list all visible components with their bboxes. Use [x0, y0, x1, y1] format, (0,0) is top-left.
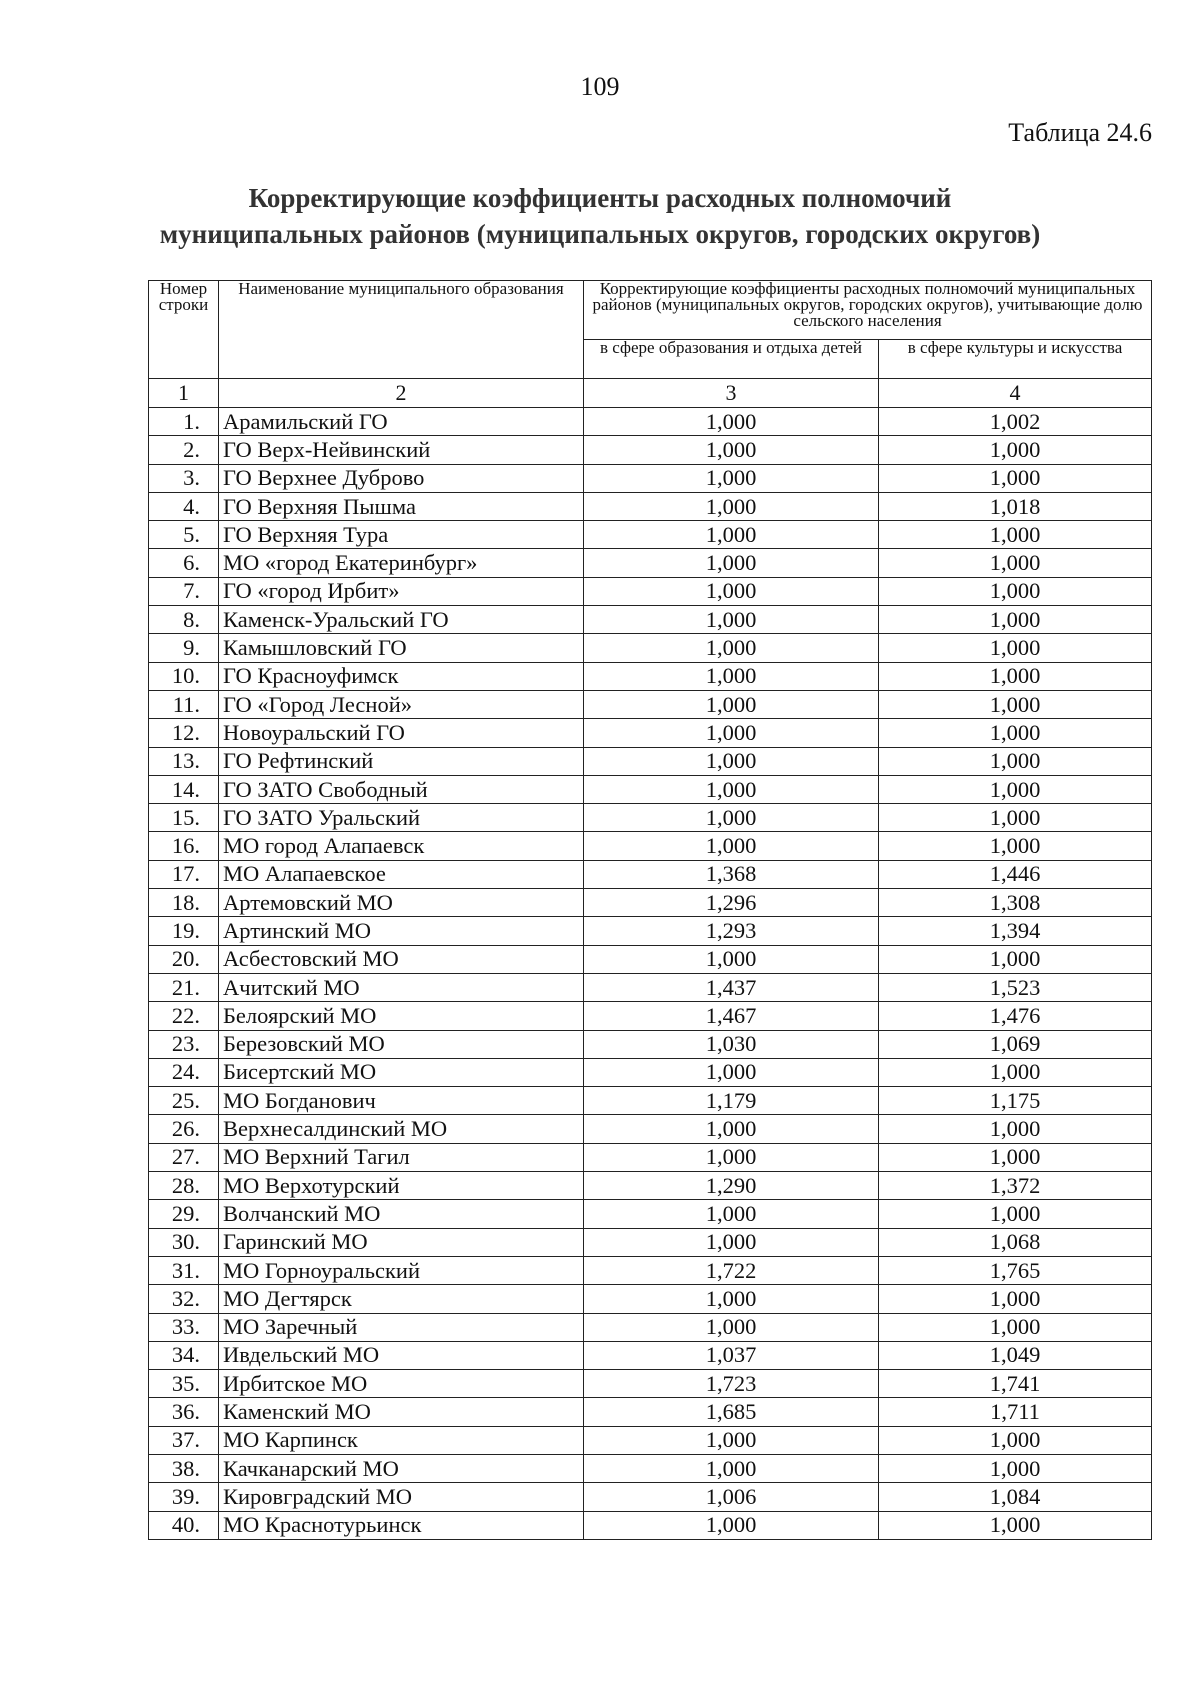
column-number: 3	[584, 379, 879, 408]
row-number-cell: 5.	[149, 521, 219, 549]
education-coefficient-cell: 1,030	[584, 1030, 879, 1058]
municipality-name-cell: МО Карпинск	[219, 1426, 584, 1454]
culture-coefficient-cell: 1,000	[879, 945, 1152, 973]
table-row	[149, 549, 1152, 577]
table-row	[149, 1228, 1152, 1256]
education-coefficient-cell: 1,037	[584, 1341, 879, 1369]
row-number-cell: 8.	[149, 606, 219, 634]
row-number-cell: 32.	[149, 1285, 219, 1313]
education-coefficient-cell: 1,000	[584, 1511, 879, 1539]
row-number-cell: 29.	[149, 1200, 219, 1228]
table-row	[149, 1002, 1152, 1030]
table-row	[149, 889, 1152, 917]
education-coefficient-cell: 1,000	[584, 1454, 879, 1482]
education-coefficient-cell: 1,368	[584, 860, 879, 888]
municipality-name-cell: Качканарский МО	[219, 1454, 584, 1482]
header-name: Наименование муниципального образования	[219, 281, 584, 379]
row-number-cell: 33.	[149, 1313, 219, 1341]
header-culture: в сфере культуры и искусства	[879, 340, 1152, 379]
culture-coefficient-cell: 1,000	[879, 1058, 1152, 1086]
table-row	[149, 747, 1152, 775]
table-row	[149, 1058, 1152, 1086]
culture-coefficient-cell: 1,000	[879, 832, 1152, 860]
row-number-cell: 1.	[149, 408, 219, 436]
education-coefficient-cell: 1,685	[584, 1398, 879, 1426]
row-number-cell: 13.	[149, 747, 219, 775]
culture-coefficient-cell: 1,000	[879, 1143, 1152, 1171]
education-coefficient-cell: 1,000	[584, 690, 879, 718]
culture-coefficient-cell: 1,069	[879, 1030, 1152, 1058]
education-coefficient-cell: 1,293	[584, 917, 879, 945]
culture-coefficient-cell: 1,000	[879, 804, 1152, 832]
table-row	[149, 492, 1152, 520]
table-row	[149, 832, 1152, 860]
municipality-name-cell: ГО Рефтинский	[219, 747, 584, 775]
municipality-name-cell: Каменский МО	[219, 1398, 584, 1426]
table-row	[149, 408, 1152, 436]
table-row	[149, 1285, 1152, 1313]
table-row	[149, 775, 1152, 803]
culture-coefficient-cell: 1,000	[879, 1285, 1152, 1313]
municipality-name-cell: ГО Верхнее Дуброво	[219, 464, 584, 492]
page-number: 109	[580, 72, 620, 101]
education-coefficient-cell: 1,000	[584, 1143, 879, 1171]
table-row	[149, 1483, 1152, 1511]
header-row-number: Номер строки	[149, 281, 219, 379]
education-coefficient-cell: 1,000	[584, 1115, 879, 1143]
education-coefficient-cell: 1,000	[584, 1285, 879, 1313]
municipality-name-cell: МО Заречный	[219, 1313, 584, 1341]
municipality-name-cell: Белоярский МО	[219, 1002, 584, 1030]
row-number-cell: 6.	[149, 549, 219, 577]
row-number-cell: 37.	[149, 1426, 219, 1454]
education-coefficient-cell: 1,000	[584, 1313, 879, 1341]
row-number-cell: 23.	[149, 1030, 219, 1058]
table-row	[149, 1200, 1152, 1228]
row-number-cell: 21.	[149, 973, 219, 1001]
education-coefficient-cell: 1,000	[584, 1426, 879, 1454]
education-coefficient-cell: 1,467	[584, 1002, 879, 1030]
row-number-cell: 34.	[149, 1341, 219, 1369]
column-number: 2	[219, 379, 584, 408]
header-education: в сфере образования и отдыха детей	[584, 340, 879, 379]
education-coefficient-cell: 1,000	[584, 775, 879, 803]
culture-coefficient-cell: 1,765	[879, 1256, 1152, 1284]
table-row	[149, 1087, 1152, 1115]
table-row	[149, 1313, 1152, 1341]
municipality-name-cell: МО Краснотурьинск	[219, 1511, 584, 1539]
culture-coefficient-cell: 1,175	[879, 1087, 1152, 1115]
culture-coefficient-cell: 1,308	[879, 889, 1152, 917]
culture-coefficient-cell: 1,049	[879, 1341, 1152, 1369]
column-number-row	[149, 379, 1152, 408]
education-coefficient-cell: 1,000	[584, 549, 879, 577]
table-row	[149, 1143, 1152, 1171]
education-coefficient-cell: 1,000	[584, 945, 879, 973]
municipality-name-cell: Ирбитское МО	[219, 1370, 584, 1398]
municipality-name-cell: Верхнесалдинский МО	[219, 1115, 584, 1143]
row-number-cell: 22.	[149, 1002, 219, 1030]
culture-coefficient-cell: 1,000	[879, 1426, 1152, 1454]
culture-coefficient-cell: 1,000	[879, 577, 1152, 605]
table-body	[149, 379, 1152, 1540]
row-number-cell: 31.	[149, 1256, 219, 1284]
table-row	[149, 860, 1152, 888]
education-coefficient-cell: 1,179	[584, 1087, 879, 1115]
municipality-name-cell: МО Алапаевское	[219, 860, 584, 888]
municipality-name-cell: Арамильский ГО	[219, 408, 584, 436]
row-number-cell: 10.	[149, 662, 219, 690]
table-row	[149, 1341, 1152, 1369]
municipality-name-cell: ГО Красноуфимск	[219, 662, 584, 690]
municipality-name-cell: Гаринский МО	[219, 1228, 584, 1256]
row-number-cell: 15.	[149, 804, 219, 832]
education-coefficient-cell: 1,000	[584, 606, 879, 634]
culture-coefficient-cell: 1,000	[879, 1115, 1152, 1143]
municipality-name-cell: ГО Верхняя Тура	[219, 521, 584, 549]
table-row	[149, 1454, 1152, 1482]
municipality-name-cell: Ачитский МО	[219, 973, 584, 1001]
education-coefficient-cell: 1,000	[584, 577, 879, 605]
row-number-cell: 17.	[149, 860, 219, 888]
table-row	[149, 917, 1152, 945]
table-row	[149, 973, 1152, 1001]
culture-coefficient-cell: 1,000	[879, 436, 1152, 464]
education-coefficient-cell: 1,000	[584, 747, 879, 775]
culture-coefficient-cell: 1,741	[879, 1370, 1152, 1398]
table-row	[149, 1172, 1152, 1200]
culture-coefficient-cell: 1,000	[879, 1511, 1152, 1539]
municipality-name-cell: Камышловский ГО	[219, 634, 584, 662]
row-number-cell: 36.	[149, 1398, 219, 1426]
culture-coefficient-cell: 1,394	[879, 917, 1152, 945]
education-coefficient-cell: 1,000	[584, 521, 879, 549]
culture-coefficient-cell: 1,000	[879, 1313, 1152, 1341]
row-number-cell: 35.	[149, 1370, 219, 1398]
education-coefficient-cell: 1,000	[584, 832, 879, 860]
document-title	[0, 180, 1200, 252]
table-label: Таблица 24.6	[1008, 118, 1152, 147]
row-number-cell: 38.	[149, 1454, 219, 1482]
culture-coefficient-cell: 1,000	[879, 747, 1152, 775]
municipality-name-cell: Волчанский МО	[219, 1200, 584, 1228]
education-coefficient-cell: 1,000	[584, 804, 879, 832]
culture-coefficient-cell: 1,084	[879, 1483, 1152, 1511]
municipality-name-cell: Асбестовский МО	[219, 945, 584, 973]
row-number-cell: 30.	[149, 1228, 219, 1256]
culture-coefficient-cell: 1,018	[879, 492, 1152, 520]
municipality-name-cell: Новоуральский ГО	[219, 719, 584, 747]
row-number-cell: 24.	[149, 1058, 219, 1086]
culture-coefficient-cell: 1,000	[879, 662, 1152, 690]
table-row	[149, 606, 1152, 634]
education-coefficient-cell: 1,006	[584, 1483, 879, 1511]
municipality-name-cell: Ивдельский МО	[219, 1341, 584, 1369]
table-row	[149, 1426, 1152, 1454]
culture-coefficient-cell: 1,372	[879, 1172, 1152, 1200]
culture-coefficient-cell: 1,000	[879, 634, 1152, 662]
culture-coefficient-cell: 1,000	[879, 606, 1152, 634]
row-number-cell: 4.	[149, 492, 219, 520]
row-number-cell: 39.	[149, 1483, 219, 1511]
municipality-name-cell: МО Горноуральский	[219, 1256, 584, 1284]
table-row	[149, 662, 1152, 690]
municipality-name-cell: ГО ЗАТО Уральский	[219, 804, 584, 832]
education-coefficient-cell: 1,000	[584, 436, 879, 464]
table-row	[149, 577, 1152, 605]
row-number-cell: 11.	[149, 690, 219, 718]
row-number-cell: 2.	[149, 436, 219, 464]
municipality-name-cell: Артемовский МО	[219, 889, 584, 917]
row-number-cell: 40.	[149, 1511, 219, 1539]
coefficients-table	[148, 280, 1152, 1540]
municipality-name-cell: Каменск-Уральский ГО	[219, 606, 584, 634]
header-coefficients: Корректирующие коэффициенты расходных полномочий муниципальных районов (муниципальных округов, городских округов), учитывающие долю сельского населения	[584, 281, 1152, 340]
table-row	[149, 464, 1152, 492]
culture-coefficient-cell: 1,523	[879, 973, 1152, 1001]
table-row	[149, 436, 1152, 464]
row-number-cell: 7.	[149, 577, 219, 605]
row-number-cell: 28.	[149, 1172, 219, 1200]
education-coefficient-cell: 1,000	[584, 719, 879, 747]
municipality-name-cell: МО Дегтярск	[219, 1285, 584, 1313]
education-coefficient-cell: 1,000	[584, 634, 879, 662]
education-coefficient-cell: 1,000	[584, 1058, 879, 1086]
culture-coefficient-cell: 1,000	[879, 521, 1152, 549]
education-coefficient-cell: 1,723	[584, 1370, 879, 1398]
municipality-name-cell: МО Верхний Тагил	[219, 1143, 584, 1171]
municipality-name-cell: ГО Верх-Нейвинский	[219, 436, 584, 464]
municipality-name-cell: ГО ЗАТО Свободный	[219, 775, 584, 803]
title-line-1: Корректирующие коэффициенты расходных полномочий	[248, 183, 952, 213]
municipality-name-cell: Бисертский МО	[219, 1058, 584, 1086]
municipality-name-cell: МО «город Екатеринбург»	[219, 549, 584, 577]
row-number-cell: 27.	[149, 1143, 219, 1171]
education-coefficient-cell: 1,000	[584, 662, 879, 690]
table-row	[149, 634, 1152, 662]
culture-coefficient-cell: 1,000	[879, 690, 1152, 718]
column-number: 1	[149, 379, 219, 408]
culture-coefficient-cell: 1,711	[879, 1398, 1152, 1426]
table-row	[149, 521, 1152, 549]
table-row	[149, 804, 1152, 832]
table-row	[149, 945, 1152, 973]
table-row	[149, 1115, 1152, 1143]
education-coefficient-cell: 1,000	[584, 1200, 879, 1228]
municipality-name-cell: ГО «Город Лесной»	[219, 690, 584, 718]
municipality-name-cell: ГО «город Ирбит»	[219, 577, 584, 605]
table-row	[149, 690, 1152, 718]
row-number-cell: 26.	[149, 1115, 219, 1143]
municipality-name-cell: Артинский МО	[219, 917, 584, 945]
title-line-2: муниципальных районов (муниципальных округов, городских округов)	[159, 219, 1041, 249]
education-coefficient-cell: 1,722	[584, 1256, 879, 1284]
municipality-name-cell: МО Богданович	[219, 1087, 584, 1115]
education-coefficient-cell: 1,000	[584, 492, 879, 520]
table-row	[149, 1256, 1152, 1284]
culture-coefficient-cell: 1,000	[879, 549, 1152, 577]
municipality-name-cell: МО город Алапаевск	[219, 832, 584, 860]
education-coefficient-cell: 1,000	[584, 464, 879, 492]
row-number-cell: 3.	[149, 464, 219, 492]
row-number-cell: 19.	[149, 917, 219, 945]
municipality-name-cell: Кировградский МО	[219, 1483, 584, 1511]
education-coefficient-cell: 1,296	[584, 889, 879, 917]
culture-coefficient-cell: 1,000	[879, 464, 1152, 492]
culture-coefficient-cell: 1,476	[879, 1002, 1152, 1030]
education-coefficient-cell: 1,000	[584, 1228, 879, 1256]
municipality-name-cell: Березовский МО	[219, 1030, 584, 1058]
table-row	[149, 1030, 1152, 1058]
table-row	[149, 1370, 1152, 1398]
education-coefficient-cell: 1,437	[584, 973, 879, 1001]
culture-coefficient-cell: 1,000	[879, 1454, 1152, 1482]
table-row	[149, 1511, 1152, 1539]
column-number: 4	[879, 379, 1152, 408]
culture-coefficient-cell: 1,446	[879, 860, 1152, 888]
culture-coefficient-cell: 1,068	[879, 1228, 1152, 1256]
culture-coefficient-cell: 1,000	[879, 719, 1152, 747]
row-number-cell: 25.	[149, 1087, 219, 1115]
education-coefficient-cell: 1,290	[584, 1172, 879, 1200]
row-number-cell: 9.	[149, 634, 219, 662]
culture-coefficient-cell: 1,000	[879, 775, 1152, 803]
row-number-cell: 14.	[149, 775, 219, 803]
row-number-cell: 18.	[149, 889, 219, 917]
municipality-name-cell: ГО Верхняя Пышма	[219, 492, 584, 520]
row-number-cell: 16.	[149, 832, 219, 860]
row-number-cell: 12.	[149, 719, 219, 747]
culture-coefficient-cell: 1,000	[879, 1200, 1152, 1228]
culture-coefficient-cell: 1,002	[879, 408, 1152, 436]
table-row	[149, 719, 1152, 747]
municipality-name-cell: МО Верхотурский	[219, 1172, 584, 1200]
table-row	[149, 1398, 1152, 1426]
education-coefficient-cell: 1,000	[584, 408, 879, 436]
row-number-cell: 20.	[149, 945, 219, 973]
